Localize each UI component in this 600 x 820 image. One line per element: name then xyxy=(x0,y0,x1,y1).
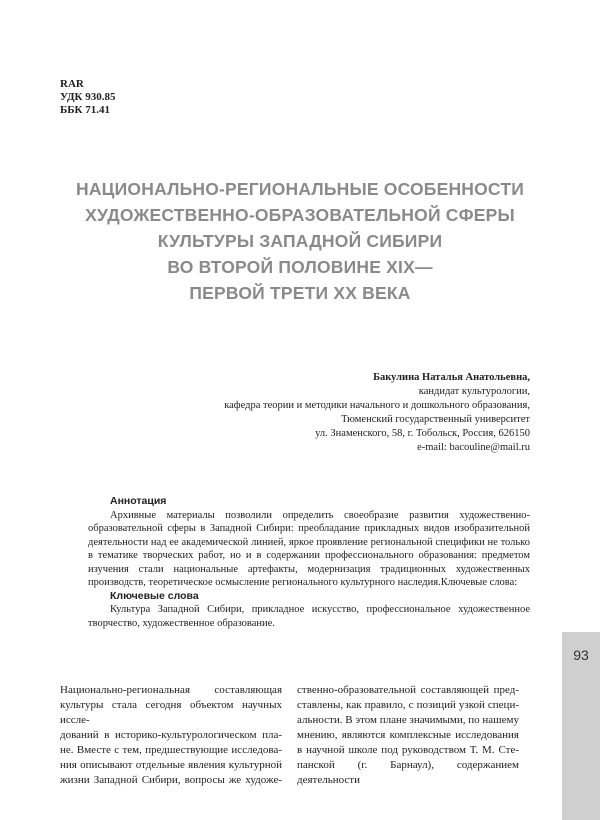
body-column-left xyxy=(60,683,282,788)
title-line: ВО ВТОРОЙ ПОЛОВИНЕ XIX— xyxy=(167,257,433,277)
author-address: ул. Знаменского, 58, г. Тобольск, Россия, 626150 xyxy=(315,428,530,439)
article-title xyxy=(40,176,560,306)
title-line: ПЕРВОЙ ТРЕТИ XX ВЕКА xyxy=(189,283,411,303)
keywords-heading: Ключевые слова xyxy=(110,589,199,602)
code-rar: RAR xyxy=(60,78,84,90)
classification-codes xyxy=(60,78,116,117)
body-line: мнению, являются комплексные исследования xyxy=(297,729,519,741)
code-bbk: ББК 71.41 xyxy=(60,104,111,116)
author-block xyxy=(110,371,530,455)
body-line: дований в историко-культурологическом пла- xyxy=(60,729,282,741)
body-column-right xyxy=(297,683,519,788)
body-line: альности. В этом плане значимыми, по нашему xyxy=(297,714,519,726)
keywords-text: Культура Западной Сибири, прикладное искусство, профессиональное художественное творчество, художественное образование. xyxy=(88,604,530,629)
author-university: Тюменский государственный университет xyxy=(341,414,530,425)
author-department: кафедра теории и методики начального и дошкольного образования, xyxy=(224,400,530,411)
title-line: НАЦИОНАЛЬНО-РЕГИОНАЛЬНЫЕ ОСОБЕННОСТИ xyxy=(75,179,524,199)
body-line: ственно-образовательной составляющей пред- xyxy=(297,684,519,696)
title-line: ХУДОЖЕСТВЕННО-ОБРАЗОВАТЕЛЬНОЙ СФЕРЫ xyxy=(85,205,515,225)
author-degree: кандидат культурологии, xyxy=(418,386,530,397)
annotation-block xyxy=(88,495,530,630)
body-line: в научной школе под руководством Т. М. Сте- xyxy=(297,744,519,756)
body-line: Национально-региональная составляющая xyxy=(60,684,282,696)
body-line: культуры стала сегодня объектом научных иссле- xyxy=(60,699,282,726)
author-email: e-mail: bacouline@mail.ru xyxy=(417,442,530,453)
title-line: КУЛЬТУРЫ ЗАПАДНОЙ СИБИРИ xyxy=(157,231,443,251)
page-number: 93 xyxy=(573,647,589,663)
annotation-heading: Аннотация xyxy=(110,495,167,507)
author-name: Бакулина Наталья Анатольевна, xyxy=(373,372,530,383)
body-line: жизни Западной Сибири, вопросы же художе- xyxy=(60,774,282,786)
annotation-text: Архивные материалы позволили определить своеобразие развития художественно-образовательной сферы в Западной Сибири: преобладание прикладных видов изобразительной деятельности над ее академической линией, яркое проявление региональной специфики не только в тематике творческих работ, но и в содержании профессионального образования: предметом изучения стали национальные артефакты, модернизация традиционных художественных производств, теоретическое осмысление регионального культурного наследия.Ключевые слова: xyxy=(88,509,530,588)
page-number-tab xyxy=(562,632,600,820)
body-line: ния описывают отдельные явления культурной xyxy=(60,759,282,771)
body-line: панской (г. Барнаул), содержанием деятельности xyxy=(297,759,519,786)
code-udk: УДК 930.85 xyxy=(60,91,116,103)
body-line: не. Вместе с тем, предшествующие исследова- xyxy=(60,744,282,756)
body-line: ставлены, как правило, с позиций узкой специ- xyxy=(297,699,519,711)
